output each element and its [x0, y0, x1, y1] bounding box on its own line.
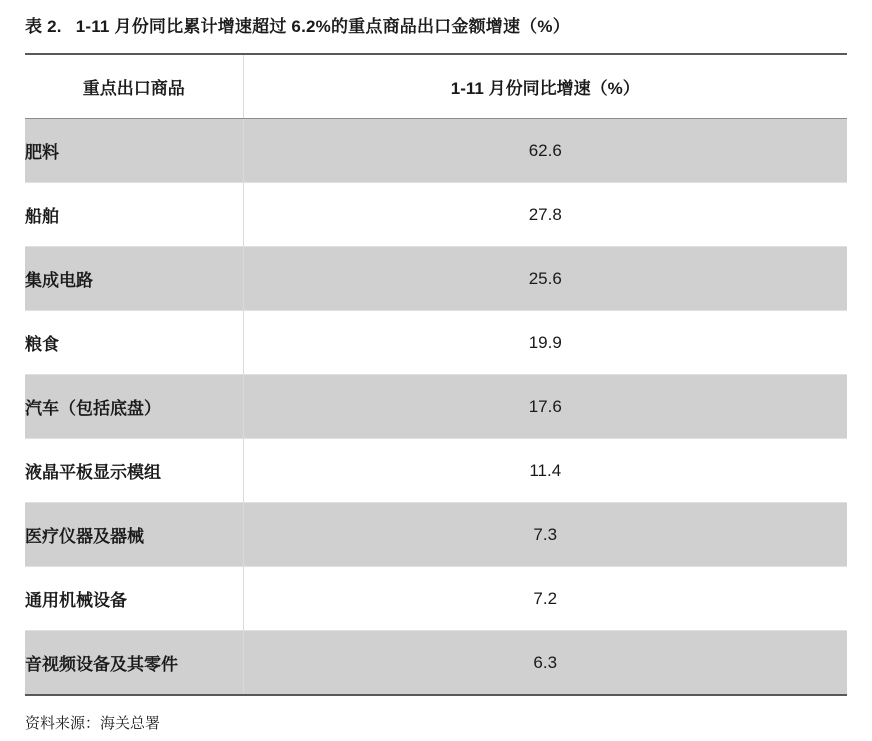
cell-growth-value: 6.3 [243, 631, 847, 696]
table-container [25, 53, 847, 696]
cell-growth-value: 11.4 [243, 439, 847, 503]
product-label: 汽车（包括底盘） [25, 399, 161, 418]
export-growth-table [25, 53, 847, 696]
caption-text: 1-11 月份同比累计增速超过 6.2%的重点商品出口金额增速（%） [75, 17, 570, 36]
product-label: 音视频设备及其零件 [25, 655, 178, 674]
product-label: 通用机械设备 [25, 591, 127, 610]
cell-product-name [25, 311, 243, 375]
table-caption [25, 12, 570, 37]
table-row [25, 183, 847, 247]
cell-growth-value: 17.6 [243, 375, 847, 439]
cell-growth-value: 27.8 [243, 183, 847, 247]
cell-product-name [25, 567, 243, 631]
table-row [25, 439, 847, 503]
product-label: 集成电路 [25, 271, 93, 290]
table-row [25, 375, 847, 439]
cell-product-name [25, 631, 243, 696]
product-label: 粮食 [25, 335, 59, 354]
cell-product-name [25, 439, 243, 503]
cell-product-name [25, 503, 243, 567]
table-header-row [25, 54, 847, 119]
cell-growth-value: 7.3 [243, 503, 847, 567]
cell-growth-value: 25.6 [243, 247, 847, 311]
cell-product-name [25, 119, 243, 183]
caption-label: 表 2. [25, 17, 62, 36]
table-head [25, 54, 847, 119]
table-row [25, 119, 847, 183]
cell-product-name [25, 375, 243, 439]
table-body [25, 119, 847, 696]
table-row [25, 311, 847, 375]
table-row [25, 503, 847, 567]
cell-product-name [25, 183, 243, 247]
table-row [25, 247, 847, 311]
product-label: 船舶 [25, 207, 59, 226]
column-header-growth: 1-11 月份同比增速（%） [243, 54, 847, 119]
table-row [25, 567, 847, 631]
source-note: 资料来源：海关总署 [25, 715, 161, 732]
cell-growth-value: 7.2 [243, 567, 847, 631]
column-header-product: 重点出口商品 [25, 54, 243, 119]
product-label: 肥料 [25, 143, 59, 162]
table-row [25, 631, 847, 696]
product-label: 医疗仪器及器械 [25, 527, 144, 546]
cell-growth-value: 19.9 [243, 311, 847, 375]
cell-product-name [25, 247, 243, 311]
product-label: 液晶平板显示模组 [25, 463, 161, 482]
cell-growth-value: 62.6 [243, 119, 847, 183]
